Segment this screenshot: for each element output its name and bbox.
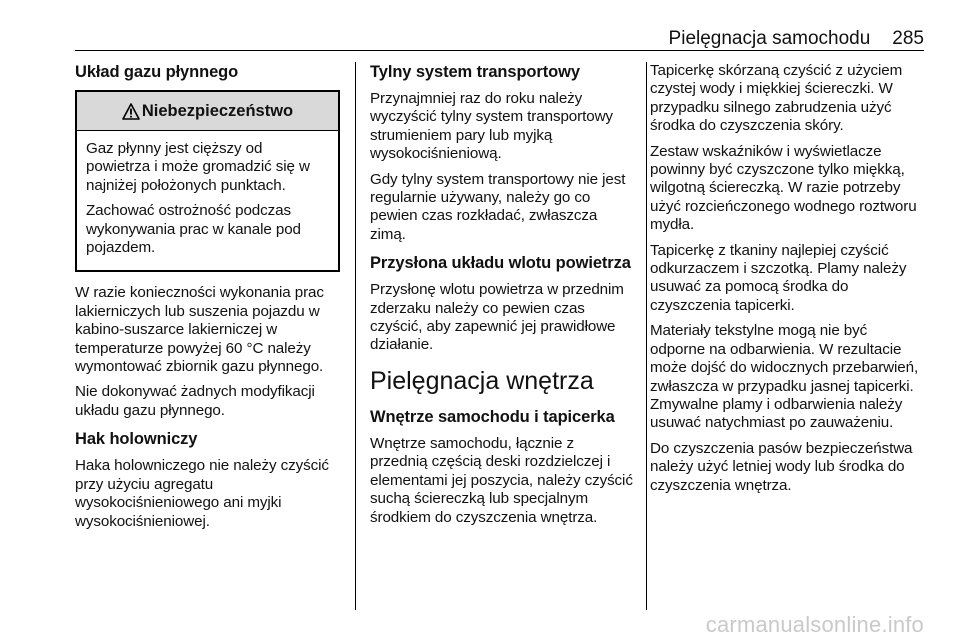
section-title: Wnętrze samochodu i tapicerka xyxy=(370,407,615,426)
body-paragraph: Materiały tekstylne mogą nie być odporne na odbarwienia. W rezultacie może dojść do widocznych przebarwień, zwłaszcza w przypadku jasnej tapicerki. Zmywalne plamy i odbarwienia należy usuwać natychmiast po zauważeniu. xyxy=(650,322,919,432)
body-paragraph: Tapicerkę skórzaną czyścić z użyciem czystej wody i miękkiej ściereczki. W przypadku silnego zabrudzenia użyć środka do czyszczenia skóry. xyxy=(650,62,903,135)
warning-paragraph: Zachować ostrożność podczas wykonywania prac w kanale pod pojazdem. xyxy=(86,202,301,257)
body-paragraph: Przynajmniej raz do roku należy wyczyścić tylny system transportowy strumieniem pary lub myjką wysokociśnieniową. xyxy=(370,90,613,163)
column-divider xyxy=(646,62,647,610)
warning-paragraph: Gaz płynny jest cięższy od powietrza i może gromadzić się w najniżej położonych punktach. xyxy=(86,140,310,194)
warning-triangle-icon xyxy=(122,103,140,120)
section-title: Przysłona układu wlotu powietrza xyxy=(370,254,631,273)
section-title: Tylny system transportowy xyxy=(370,63,580,81)
warning-title: Niebezpieczeństwo xyxy=(141,101,294,120)
section-title: Układ gazu płynnego xyxy=(75,63,239,81)
section-title: Hak holowniczy xyxy=(75,430,198,449)
column-middle xyxy=(370,62,634,534)
column-left xyxy=(75,62,340,538)
body-paragraph: W razie konieczności wykonania prac lakierniczych lub suszenia pojazdu w kabino-suszarce lakierniczej w temperaturze powyżej 60 °C należy wymontować zbiornik gazu płynnego. xyxy=(75,284,324,376)
page-title: Pielęgnacja samochodu xyxy=(668,28,871,49)
body-paragraph: Do czyszczenia pasów bezpieczeństwa należy użyć letniej wody lub środka do czyszczenia wnętrza. xyxy=(650,439,913,494)
body-paragraph: Przysłonę wlotu powietrza w przednim zderzaku należy co pewien czas czyścić, aby zapewnić jej prawidłowe działanie. xyxy=(370,281,624,354)
page-header xyxy=(75,26,924,50)
body-paragraph: Nie dokonywać żadnych modyfikacji układu gazu płynnego. xyxy=(75,383,315,419)
warning-box xyxy=(75,90,340,272)
header-rule xyxy=(75,50,924,51)
column-divider xyxy=(355,62,356,610)
page-number: 285 xyxy=(892,28,924,49)
warning-header xyxy=(77,92,338,131)
body-paragraph: Gdy tylny system transportowy nie jest regularnie używany, należy go co pewien czas rozkładać, zwłaszcza zimą. xyxy=(370,170,626,243)
watermark: carmanualsonline.info xyxy=(705,612,924,637)
column-right xyxy=(650,62,926,502)
chapter-title: Pielęgnacja wnętrza xyxy=(370,366,594,395)
warning-body xyxy=(77,131,338,270)
body-paragraph: Haka holowniczego nie należy czyścić przy użyciu agregatu wysokociśnieniowego ani myjki wysokociśnieniowej. xyxy=(75,457,329,530)
body-paragraph: Zestaw wskaźników i wyświetlacze powinny być czyszczone tylko miękką, wilgotną ściereczką. W razie potrzeby użyć rozcieńczonego wodnego roztworu mydła. xyxy=(650,142,917,234)
body-paragraph: Wnętrze samochodu, łącznie z przednią częścią deski rozdzielczej i elementami jej poszycia, należy czyścić suchą ściereczką lub specjalnym środkiem do czyszczenia wnętrza. xyxy=(370,434,633,526)
body-paragraph: Tapicerkę z tkaniny najlepiej czyścić odkurzaczem i szczotką. Plamy należy usuwać za pomocą środka do czyszczenia tapicerki. xyxy=(650,241,907,314)
